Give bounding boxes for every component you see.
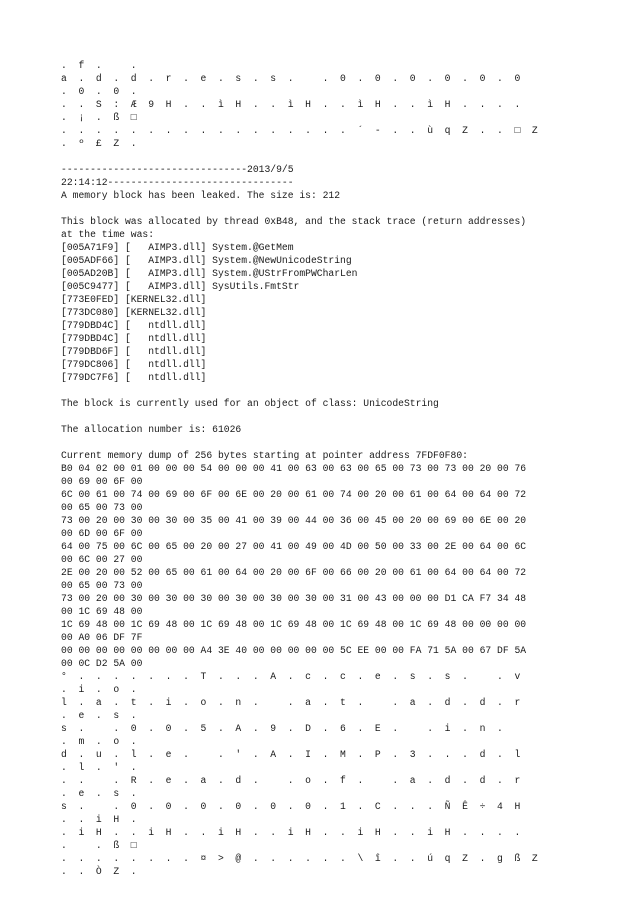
report-line: This block was allocated by thread 0xB48, and the stack trace (return addresses): [61, 216, 527, 227]
report-line: [61, 410, 621, 423]
report-line: 00 69 00 6F 00: [61, 476, 143, 487]
report-line: . º £ Z .: [61, 138, 137, 149]
report-line: 73 00 20 00 30 00 30 00 35 00 41 00 39 00 44 00 36 00 45 00 20 00 69 00 6E 00 20: [61, 515, 527, 526]
report-line: [61, 202, 621, 215]
report-line: 2E 00 20 00 52 00 65 00 61 00 64 00 20 00 6F 00 66 00 20 00 61 00 64 00 64 00 72: [61, 567, 527, 578]
report-line: . . . R . e . a . d . . o . f . . a . d . d . r: [61, 775, 521, 786]
report-line: at the time was:: [61, 229, 155, 240]
report-line: 00 A0 06 DF 7F: [61, 632, 143, 643]
report-line: [773DC080] [KERNEL32.dll]: [61, 307, 207, 318]
report-line: 00 0C D2 5A 00: [61, 658, 143, 669]
report-line: . . . . . . . . ¤ > @ . . . . . . \ î . . ú q Z . g ß Z: [61, 853, 538, 864]
report-line: . . ß □: [61, 840, 137, 851]
report-line: 00 65 00 73 00: [61, 580, 143, 591]
report-line: [779DC7F6] [ ntdll.dll]: [61, 372, 207, 383]
report-line: [61, 384, 621, 397]
report-line: [779DBD6F] [ ntdll.dll]: [61, 346, 207, 357]
report-line: d . u . l . e . . ' . A . I . M . P . 3 . . . d . l: [61, 749, 521, 760]
report-line: [005C9477] [ AIMP3.dll] SysUtils.FmtStr: [61, 281, 300, 292]
report-line: 6C 00 61 00 74 00 69 00 6F 00 6E 00 20 00 61 00 74 00 20 00 61 00 64 00 64 00 72: [61, 489, 527, 500]
report-line: s . . 0 . 0 . 5 . A . 9 . D . 6 . E . . i . n .: [61, 723, 503, 734]
memory-leak-report: [61, 59, 621, 878]
report-line: A memory block has been leaked. The size is: 212: [61, 190, 341, 201]
report-line: a . d . d . r . e . s . s . . 0 . 0 . 0 . 0 . 0 . 0: [61, 73, 521, 84]
report-line: [61, 150, 621, 163]
report-line: The block is currently used for an object of class: UnicodeString: [61, 398, 439, 409]
report-line: ° . . . . . . . T . . . A . c . c . e . s . s . . v: [61, 671, 521, 682]
report-line: --------------------------------2013/9/5: [61, 164, 294, 175]
report-line: . ¡ . ß □: [61, 112, 137, 123]
report-line: B0 04 02 00 01 00 00 00 54 00 00 00 41 00 63 00 63 00 65 00 73 00 73 00 20 00 76: [61, 463, 527, 474]
report-line: . . S : Æ 9 H . . ì H . . ì H . . ì H . . ì H . . . .: [61, 99, 521, 110]
report-line: 00 1C 69 48 00: [61, 606, 143, 617]
report-line: 00 65 00 73 00: [61, 502, 143, 513]
report-line: [005ADF66] [ AIMP3.dll] System.@NewUnicodeString: [61, 255, 352, 266]
report-line: [779DBD4C] [ ntdll.dll]: [61, 320, 207, 331]
report-line: [779DBD4C] [ ntdll.dll]: [61, 333, 207, 344]
report-line: . e . s .: [61, 788, 137, 799]
report-line: . i . o .: [61, 684, 137, 695]
report-line: 00 6C 00 27 00: [61, 554, 143, 565]
report-line: . . i H .: [61, 814, 137, 825]
report-line: Current memory dump of 256 bytes starting at pointer address 7FDF0F80:: [61, 450, 468, 461]
report-line: [773E0FED] [KERNEL32.dll]: [61, 294, 207, 305]
report-line: . m . o .: [61, 736, 137, 747]
report-line: The allocation number is: 61026: [61, 424, 242, 435]
report-line: s . . 0 . 0 . 0 . 0 . 0 . 0 . 1 . C . . . Ñ Ê ÷ 4 H: [61, 801, 521, 812]
report-line: . 0 . 0 .: [61, 86, 137, 97]
report-line: 00 00 00 00 00 00 00 00 A4 3E 40 00 00 00 00 00 5C EE 00 00 FA 71 5A 00 67 DF 5A: [61, 645, 527, 656]
report-line: . i H . . i H . . i H . . i H . . i H . . i H . . . .: [61, 827, 521, 838]
report-line: 1C 69 48 00 1C 69 48 00 1C 69 48 00 1C 69 48 00 1C 69 48 00 1C 69 48 00 00 00 00: [61, 619, 527, 630]
report-line: 64 00 75 00 6C 00 65 00 20 00 27 00 41 00 49 00 4D 00 50 00 33 00 2E 00 64 00 6C: [61, 541, 527, 552]
report-line: [005A71F9] [ AIMP3.dll] System.@GetMem: [61, 242, 294, 253]
report-line: . . . . . . . . . . . . . . . . . ´ - . . ù q Z . . □ Z: [61, 125, 538, 136]
report-line: 00 6D 00 6F 00: [61, 528, 143, 539]
report-line: . . Ò Z .: [61, 866, 137, 877]
report-line: [005AD20B] [ AIMP3.dll] System.@UStrFromPWCharLen: [61, 268, 358, 279]
report-line: . f . .: [61, 60, 137, 71]
report-line: 73 00 20 00 30 00 30 00 30 00 30 00 30 00 30 00 31 00 43 00 00 00 D1 CA F7 34 48: [61, 593, 527, 604]
report-line: [779DC806] [ ntdll.dll]: [61, 359, 207, 370]
report-line: . e . s .: [61, 710, 137, 721]
report-line: . l . ' .: [61, 762, 137, 773]
report-line: 22:14:12--------------------------------: [61, 177, 294, 188]
report-line: [61, 436, 621, 449]
report-line: l . a . t . i . o . n . . a . t . . a . d . d . r: [61, 697, 521, 708]
